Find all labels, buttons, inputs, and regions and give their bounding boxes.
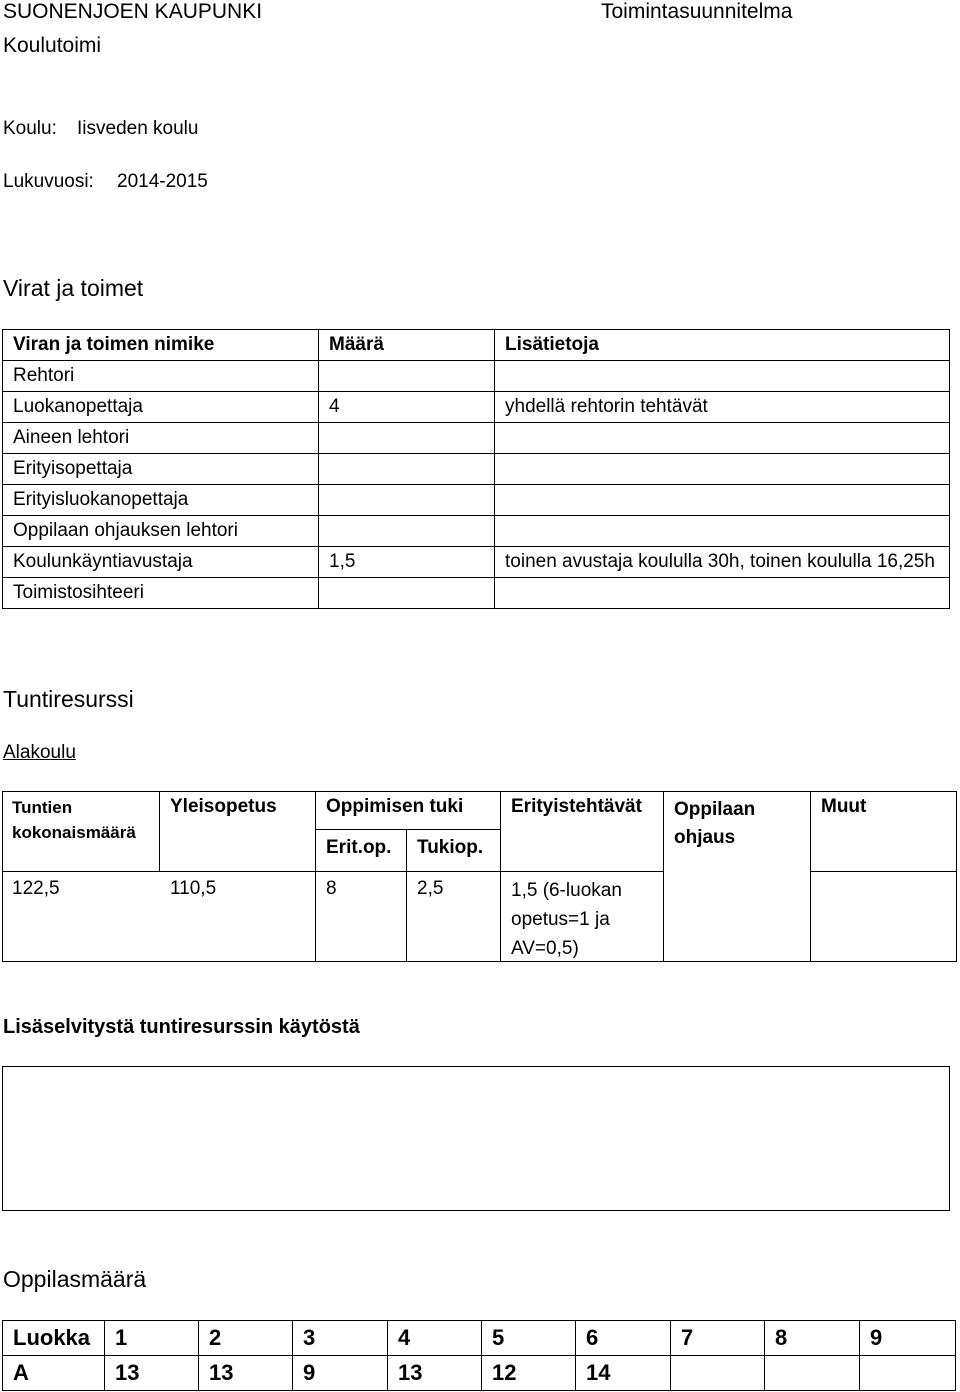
header-total-hours: Tuntien kokonaismäärä [12,798,136,842]
header-amount: Määrä [319,330,495,361]
position-amount [319,454,495,485]
position-amount [319,485,495,516]
table-row [3,485,950,516]
header-student-guidance: Oppilaan ohjaus [674,799,756,848]
header-position-name: Viran ja toimen nimike [3,330,319,361]
student-count-table [2,1320,956,1391]
position-amount: 4 [319,392,495,423]
grade-label: 8 [765,1321,860,1356]
position-info [495,423,950,454]
position-amount [319,578,495,609]
position-name: Toimistosihteeri [3,578,319,609]
position-info [495,485,950,516]
table-row [3,454,950,485]
primary-school-subheading: Alakoulu [3,742,76,763]
table-row [3,392,950,423]
student-count: 13 [388,1356,482,1391]
department-name: Koulutoimi [3,34,102,57]
table-row [3,547,950,578]
value-special-tasks: 1,5 (6-luokan opetus=1 ja AV=0,5) [511,880,622,959]
hour-resource-table [2,791,957,962]
position-amount: 1,5 [319,547,495,578]
year-label: Lukuvuosi: [3,171,94,192]
document-title: Toimintasuunnitelma [601,0,793,23]
student-count-header-row [3,1321,956,1356]
table-row [3,516,950,547]
header-special-tasks: Erityistehtävät [511,796,642,817]
position-name: Erityisopettaja [3,454,319,485]
value-general-education: 110,5 [170,878,217,899]
grade-label: 4 [388,1321,482,1356]
position-info: yhdellä rehtorin tehtävät [495,392,950,423]
hour-resource-grid [2,791,957,962]
student-count: 13 [105,1356,199,1391]
class-name: A [3,1356,105,1391]
positions-table [2,329,950,609]
header-general-education: Yleisopetus [170,796,277,817]
position-info [495,578,950,609]
school-label: Koulu: [3,118,57,139]
table-row [3,578,950,609]
grade-label: 7 [671,1321,765,1356]
student-count: 12 [482,1356,576,1391]
header-special-teaching: Erit.op. [326,837,392,858]
position-name: Koulunkäyntiavustaja [3,547,319,578]
grade-label: 6 [576,1321,671,1356]
table-row [3,1356,956,1391]
positions-header-row [3,330,950,361]
organization-name: SUONENJOEN KAUPUNKI [3,0,263,23]
positions-heading: Virat ja toimet [3,275,144,301]
class-label: Luokka [3,1321,105,1356]
header-info: Lisätietoja [495,330,950,361]
additional-info-box [2,1066,950,1211]
student-count: 14 [576,1356,671,1391]
position-info [495,361,950,392]
student-count [765,1356,860,1391]
position-name: Erityisluokanopettaja [3,485,319,516]
position-info [495,454,950,485]
position-name: Aineen lehtori [3,423,319,454]
grade-label: 9 [860,1321,956,1356]
grade-label: 5 [482,1321,576,1356]
position-amount [319,361,495,392]
grade-label: 2 [199,1321,293,1356]
year-value: 2014-2015 [117,171,208,192]
student-count: 13 [199,1356,293,1391]
header-learning-support: Oppimisen tuki [326,796,464,817]
header-support-teaching: Tukiop. [417,837,484,858]
table-row [3,423,950,454]
student-count [860,1356,956,1391]
header-other: Muut [821,796,867,817]
value-total-hours: 122,5 [12,878,60,899]
position-name: Oppilaan ohjauksen lehtori [3,516,319,547]
student-count-heading: Oppilasmäärä [3,1266,147,1292]
table-row [3,361,950,392]
position-name: Rehtori [3,361,319,392]
grade-label: 1 [105,1321,199,1356]
value-special-teaching: 8 [326,878,337,899]
hour-resource-heading: Tuntiresurssi [3,686,134,712]
additional-info-heading: Lisäselvitystä tuntiresurssin käytöstä [3,1016,360,1038]
position-name: Luokanopettaja [3,392,319,423]
student-count: 9 [293,1356,388,1391]
grade-label: 3 [293,1321,388,1356]
position-info [495,516,950,547]
student-count [671,1356,765,1391]
value-support-teaching: 2,5 [417,878,444,899]
position-amount [319,516,495,547]
school-value: Iisveden koulu [77,118,199,139]
position-info: toinen avustaja koululla 30h, toinen koululla 16,25h [495,547,950,578]
position-amount [319,423,495,454]
